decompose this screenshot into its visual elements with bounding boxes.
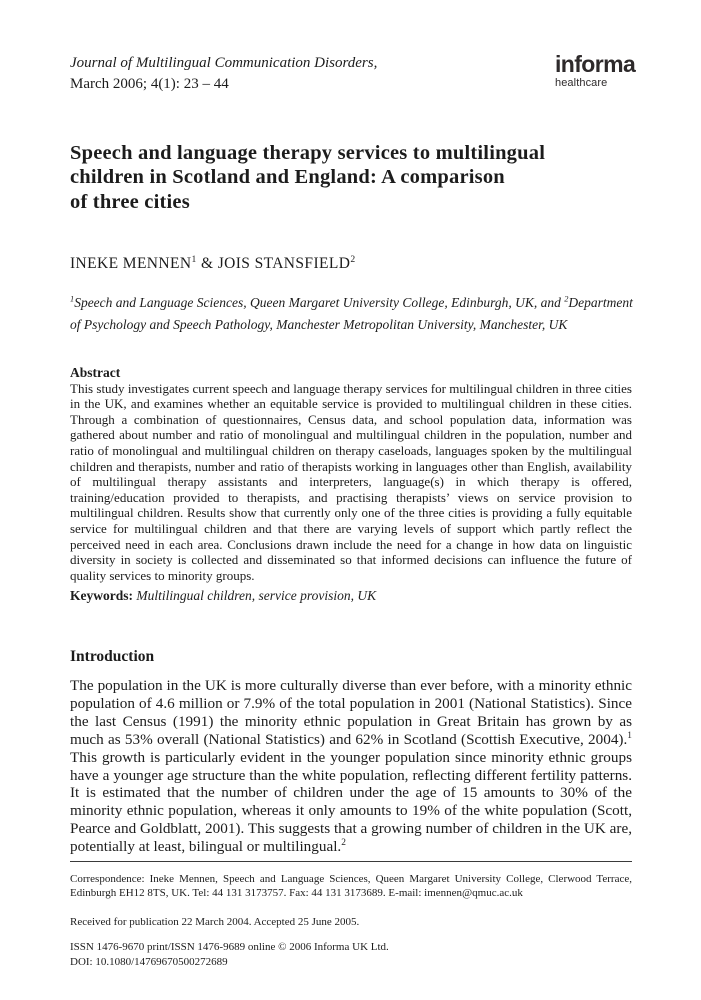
journal-issue-info: March 2006; 4(1): 23 – 44 <box>70 76 229 92</box>
article-title-line-3: of three cities <box>70 190 190 213</box>
author-2-affiliation-marker: 2 <box>350 253 356 265</box>
introduction-text-2: This growth is particularly evident in the younger population since minority ethnic groups have a younger age structure than the white population, reflecting different fertility patterns. It is estimated that the number of children under the age of 15 amounts to 30% of the minority ethnic population, whereas it only amounts to 19% of the white population (Scott, Pearce and Goldblatt, 2001). This suggests that a growing number of children in the UK are, potentially at least, bilingual or multilingual. <box>70 748 632 856</box>
author-separator: & <box>196 255 218 272</box>
affiliation-2-marker: 2 <box>564 294 569 304</box>
masthead <box>70 53 510 95</box>
introduction-heading: Introduction <box>70 648 155 665</box>
author-1-affiliation-marker: 1 <box>191 253 197 265</box>
keywords-line <box>70 588 632 604</box>
issn-doi-block <box>70 940 632 969</box>
affiliation-1: Speech and Language Sciences, Queen Margaret University College, Edinburgh, UK, and <box>74 295 565 310</box>
footnote-ref-1: 1 <box>627 730 632 741</box>
author-1: INEKE MENNEN <box>70 255 192 272</box>
informa-healthcare-logo <box>555 53 635 89</box>
keywords-text: Multilingual children, service provision, UK <box>133 588 377 603</box>
article-title-line-1: Speech and language therapy services to multilingual <box>70 142 546 164</box>
introduction-paragraph <box>70 677 632 856</box>
article-title <box>70 141 645 214</box>
journal-name: Journal of Multilingual Communication Disorders, <box>70 55 378 71</box>
affiliation-1-marker: 1 <box>70 294 75 304</box>
correspondence-note: Correspondence: Ineke Mennen, Speech and Language Sciences, Queen Margaret University College, Clerwood Terrace, Edinburgh EH12 8TS, UK. Tel: 44 131 3173757. Fax: 44 131 3173689. E-mail: imennen@qmuc.ac.uk <box>70 873 632 899</box>
abstract-heading: Abstract <box>70 365 121 380</box>
author-2: JOIS STANSFIELD <box>217 255 351 272</box>
keywords-label: Keywords: <box>70 588 133 603</box>
footnote-ref-2: 2 <box>341 838 346 849</box>
issn-line: ISSN 1476-9670 print/ISSN 1476-9689 online © 2006 Informa UK Ltd. <box>70 941 389 953</box>
affiliations <box>70 292 636 335</box>
introduction-text-1: The population in the UK is more culturally diverse than ever before, with a minority ethnic population of 4.6 million or 7.9% of the total population in 2001 (National Statistics). Since the last Census (1991) the minority ethnic population in Great Britain has grown by as much as 53% overall (National Statistics) and 62% in Scotland (Scottish Executive, 2004). <box>70 677 632 748</box>
doi-line: DOI: 10.1080/14769670500272689 <box>70 955 228 968</box>
logo-wordmark: informa <box>555 51 636 77</box>
received-accepted-note: Received for publication 22 March 2004. Accepted 25 June 2005. <box>70 916 360 928</box>
article-title-line-2: children in Scotland and England: A comparison <box>70 166 505 189</box>
abstract-body: This study investigates current speech and language therapy services for multilingual children in three cities in the UK, and examines whether an equitable service is provided to multilingual children in these cities. Through a combination of questionnaires, Census data, and school population data, information was gathered about number and ratio of monolingual and multilingual children in the population, number and ratio of monolingual and multilingual children on therapy caseloads, languages spoken by the multilingual children and therapists, number and ratio of therapists working in languages other than English, availability of multilingual therapy assistants and interpreters, language(s) in which therapy is offered, training/education provided to therapists, and practising therapists’ views on service provision to multilingual children. Results show that currently only one of the three cities is providing a fully equitable service for multilingual children and that there are varying levels of support which partly reflect the perceived need in each area. Conclusions drawn include the need for a change in how data on linguistic diversity in society is collected and disseminated so that informed decisions can influence the future of quality services to minority groups. <box>70 380 632 583</box>
abstract-section <box>70 365 632 583</box>
affiliation-2: Department of Psychology and Speech Pathology, Manchester Metropolitan University, Manchester, UK <box>70 295 633 332</box>
author-list <box>70 255 632 273</box>
logo-subtitle: healthcare <box>555 77 608 89</box>
footnote-divider <box>70 861 632 862</box>
